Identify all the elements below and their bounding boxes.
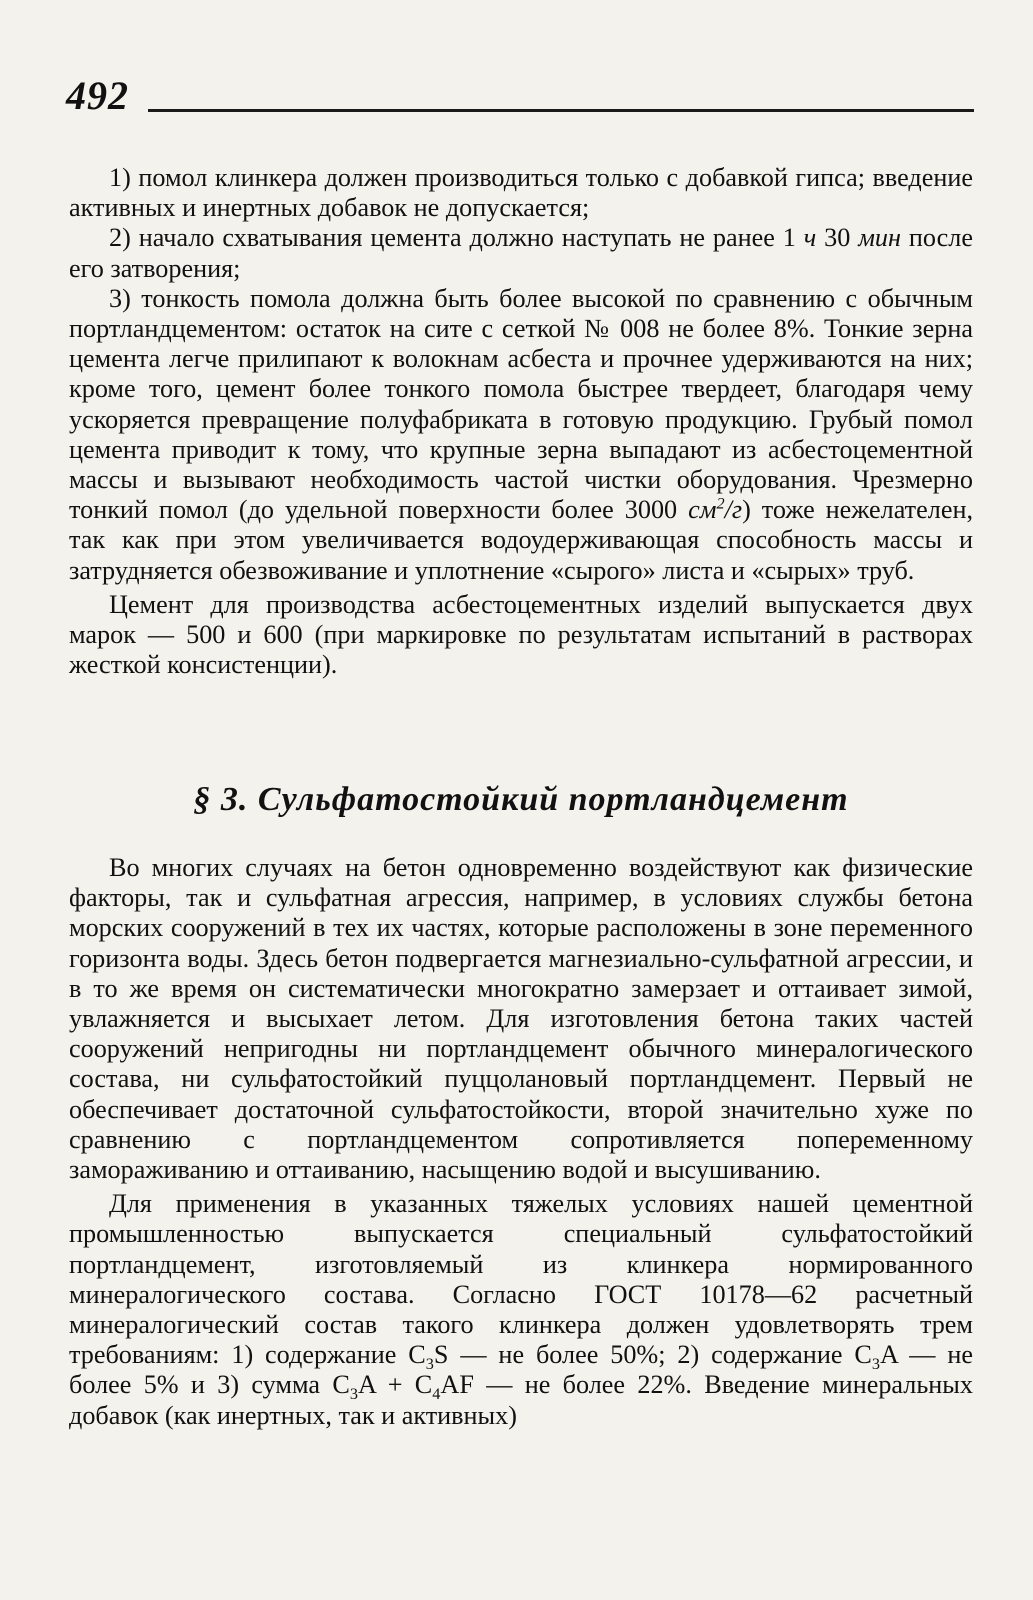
paragraph: Во многих случаях на бетон одновременно воздействуют как физические факторы, так и сульфатная агрессия, например, в условиях службы бетона морских сооружений в тех их частях, которые расположены в зоне переменного горизонта воды. Здесь бетон подвергается магнезиально-сульфатной агрессии, и в то же время он систематически многократно замерзает и оттаивает зимой, увлажняется и высыхает летом. Для изготовления бетона таких частей сооружений непригодны ни портландцемент обычного минералогического состава, ни сульфатостойкий пуццолановый портландцемент. Первый не обеспечивает достаточной сульфатостойкости, второй значительно хуже по сравнению с портландцементом сопротивляется попеременному замораживанию и оттаиванию, насыщению водой и высушиванию.: [69, 853, 973, 1185]
page-number: 492: [66, 73, 129, 118]
section-heading: § 3. Сульфатостойкий портландцемент: [193, 781, 849, 818]
page-header: [66, 72, 974, 122]
paragraph: 2) начало схватывания цемента должно наступать не ранее 1 ч 30 мин после его затворения;: [69, 223, 973, 283]
text-block-top: [69, 163, 973, 680]
header-rule: [148, 109, 974, 112]
text-block-bottom: [69, 853, 973, 1431]
paragraph: 1) помол клинкера должен производиться только с добавкой гипса; введение активных и инертных добавок не допускается;: [69, 163, 973, 223]
paragraph: Цемент для производства асбестоцементных изделий выпускается двух марок — 500 и 600 (при маркировке по результатам испытаний в растворах жесткой консистенции).: [69, 589, 973, 680]
paragraph: Для применения в указанных тяжелых условиях нашей цементной промышленностью выпускается специальный сульфатостойкий портландцемент, изготовляемый из клинкера нормированного минералогического состава. Согласно ГОСТ 10178—62 расчетный минералогический состав такого клинкера должен удовлетворять трем требованиям: 1) содержание $C_3S$ — не более 50%; 2) содержание $C_3A$ — не более 5% и 3) сумма $C_3A + C_4AF$ — не более 22%. Введение минеральных добавок (как инертных, так и активных): [69, 1189, 973, 1430]
paragraph: 3) тонкость помола должна быть более высокой по сравнению с обычным портландцементом: остаток на сите с сеткой № 008 не более 8%. Тонкие зерна цемента легче прилипают к волокнам асбеста и прочнее удерживаются на них; кроме того, цемент более тонкого помола быстрее твердеет, благодаря чему ускоряется превращение полуфабриката в готовую продукцию. Грубый помол цемента приводит к тому, что крупные зерна выпадают из асбестоцементной массы и вызывают необходимость частой чистки оборудования. Чрезмерно тонкий помол (до удельной поверхности более 3000 $см^2/г$) тоже нежелателен, так как при этом увеличивается водоудерживающая способность массы и затрудняется обезвоживание и уплотнение «сырого» листа и «сырых» труб.: [69, 283, 973, 585]
